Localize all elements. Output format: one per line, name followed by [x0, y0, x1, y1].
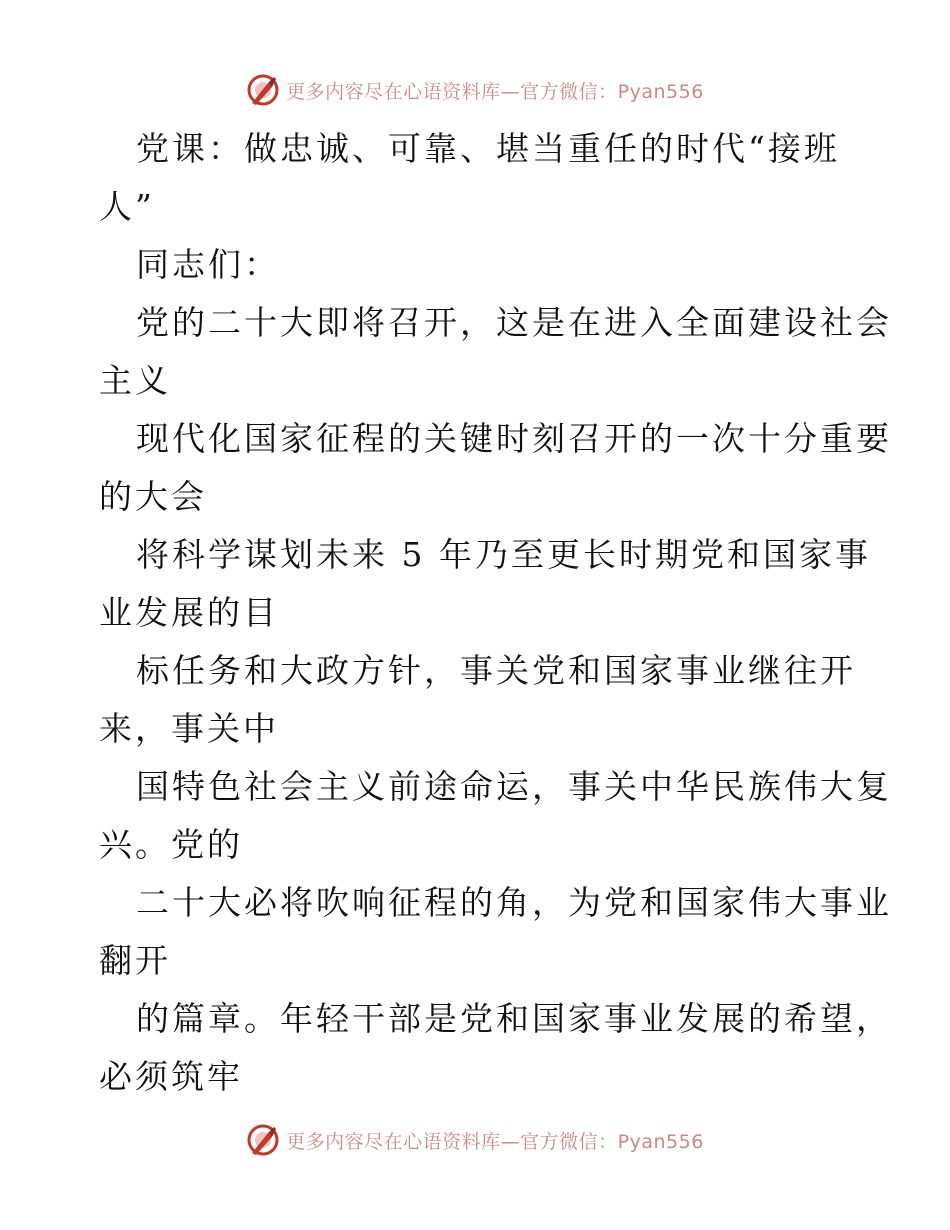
paragraph-line: 来，事关中 [99, 709, 279, 748]
footer-banner-text: 更多内容尽在心语资料库—官方微信：Pyan556 [286, 1130, 704, 1153]
paragraph-line: 翻开 [99, 941, 171, 980]
header-banner-text: 更多内容尽在心语资料库—官方微信：Pyan556 [286, 80, 704, 103]
paragraph-line: 国特色社会主义前途命运，事关中华民族伟大复 [136, 767, 892, 806]
document-body [99, 120, 892, 1106]
paragraph-line: 的篇章。年轻干部是党和国家事业发展的希望， [136, 999, 892, 1038]
pen-nib-logo-icon [246, 1123, 280, 1157]
paragraph-line: 必须筑牢 [99, 1057, 243, 1096]
paragraph-line: 主义 [99, 361, 171, 400]
paragraph-line: 党的二十大即将召开，这是在进入全面建设社会 [136, 303, 892, 342]
paragraph-line: 业发展的目 [99, 593, 279, 632]
pen-nib-logo-icon [246, 73, 280, 107]
paragraph-line: 标任务和大政方针，事关党和国家事业继往开 [136, 651, 856, 690]
title-line-2: 人” [99, 187, 155, 226]
paragraph-line: 将科学谋划未来 5 年乃至更长时期党和国家事 [136, 535, 871, 574]
paragraph-line: 二十大必将吹响征程的角，为党和国家伟大事业 [136, 883, 892, 922]
salutation-line: 同志们： [136, 245, 280, 284]
paragraph-line: 的大会 [99, 477, 207, 516]
paragraph-line: 兴。党的 [99, 825, 243, 864]
paragraph-line: 现代化国家征程的关键时刻召开的一次十分重要 [136, 419, 892, 458]
footer-banner [0, 1120, 950, 1160]
title-line-1: 党课：做忠诚、可靠、堪当重任的时代“接班 [136, 129, 840, 168]
header-banner [0, 70, 950, 110]
